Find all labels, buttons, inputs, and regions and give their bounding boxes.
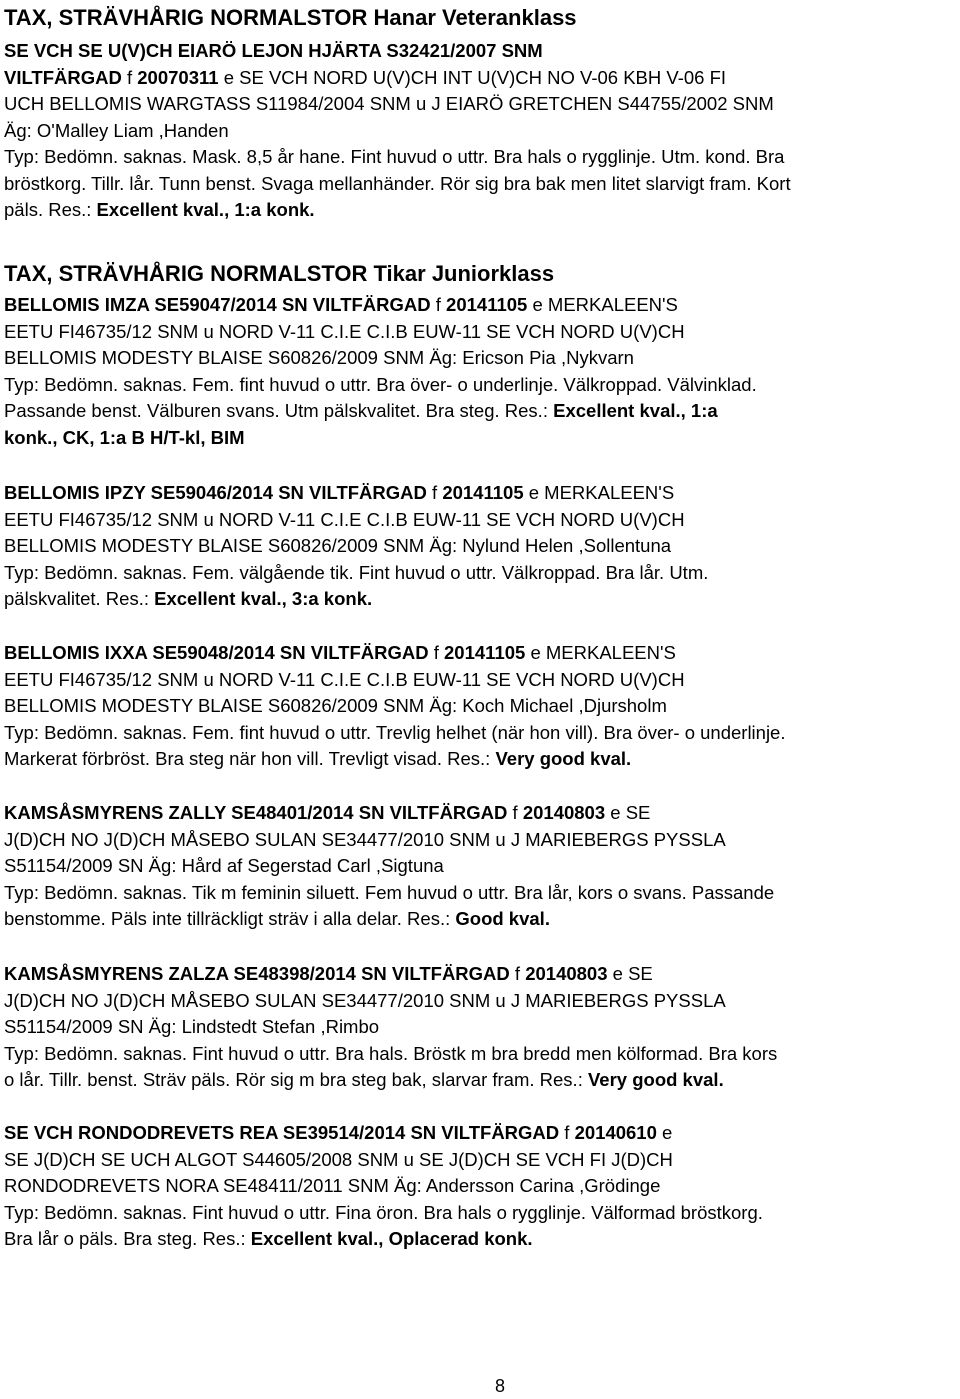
entry-line bbox=[4, 425, 757, 452]
bold-text: BELLOMIS IMZA SE59047/2014 SN VILTFÄRGAD bbox=[4, 294, 431, 315]
text-run: f bbox=[430, 294, 447, 315]
text-run: f bbox=[121, 66, 138, 88]
text-run: Typ: Bedömn. saknas. Fint huvud o uttr. Fina öron. Bra hals o rygglinje. Välformad bröstkorg. bbox=[4, 1201, 763, 1223]
text-run: benstomme. Päls inte tillräckligt sträv i alla delar. Res.: bbox=[4, 908, 456, 929]
text-run: S51154/2009 SN Äg: Hård af Segerstad Carl ,Sigtuna bbox=[4, 855, 444, 876]
entry-bellomis-ipzy bbox=[4, 480, 708, 613]
bold-text: VILTFÄRGAD bbox=[4, 66, 122, 88]
text-run: Äg: O'Malley Liam ,Handen bbox=[4, 119, 229, 141]
entry-line bbox=[4, 1120, 763, 1147]
text-run: f bbox=[426, 482, 443, 503]
bold-text: 20070311 bbox=[137, 66, 219, 88]
bold-text: BELLOMIS IPZY SE59046/2014 SN VILTFÄRGAD bbox=[4, 482, 427, 503]
bold-text: 20141105 bbox=[444, 642, 526, 663]
entry-line bbox=[4, 372, 757, 399]
text-run: e MERKALEEN'S bbox=[523, 482, 675, 503]
entry-line bbox=[4, 171, 791, 198]
entry-line bbox=[4, 118, 791, 145]
text-run: f bbox=[507, 802, 523, 823]
text-run: Typ: Bedömn. saknas. Fem. fint huvud o uttr. Bra över- o underlinje. Välkroppad. Välvinklad. bbox=[4, 373, 757, 395]
entry-line bbox=[4, 746, 786, 773]
entry-line bbox=[4, 91, 791, 118]
entry-line bbox=[4, 1041, 777, 1068]
entry-line bbox=[4, 640, 786, 667]
bold-text: konk., CK, 1:a B H/T-kl, BIM bbox=[4, 426, 245, 448]
entry-line bbox=[4, 1014, 777, 1041]
bold-text: Excellent kval., Oplacerad konk. bbox=[250, 1228, 533, 1249]
entry-line bbox=[4, 853, 774, 880]
text-run: o lår. Tillr. benst. Sträv päls. Rör sig m bra steg bak, slarvar fram. Res.: bbox=[4, 1069, 588, 1090]
entry-line bbox=[4, 693, 786, 720]
entry-line bbox=[4, 533, 708, 560]
entry-line bbox=[4, 144, 791, 171]
text-run: e SE bbox=[607, 963, 653, 984]
entry-bellomis-ixxa bbox=[4, 640, 786, 773]
text-run: Typ: Bedömn. saknas. Fint huvud o uttr. Bra hals. Bröstk m bra bredd men kölformad. Bra kors bbox=[4, 1042, 778, 1064]
entry-line bbox=[4, 38, 791, 65]
entry-line bbox=[4, 292, 757, 319]
text-run: Typ: Bedömn. saknas. Fem. fint huvud o uttr. Trevlig helhet (när hon vill). Bra över- o underlinje. bbox=[4, 721, 786, 743]
entry-line bbox=[4, 480, 708, 507]
bold-text: KAMSÅSMYRENS ZALLY SE48401/2014 SN VILTFÄRGAD bbox=[4, 802, 508, 823]
bold-text: 20141105 bbox=[446, 294, 528, 315]
text-run: EETU FI46735/12 SNM u NORD V-11 C.I.E C.I.B EUW-11 SE VCH NORD U(V)CH bbox=[4, 508, 685, 530]
entry-line bbox=[4, 988, 777, 1015]
bold-text: Very good kval. bbox=[587, 1069, 724, 1090]
entry-line bbox=[4, 827, 774, 854]
bold-text: Very good kval. bbox=[495, 748, 632, 769]
text-run: Bra lår o päls. Bra steg. Res.: bbox=[4, 1228, 251, 1249]
bold-text: Excellent kval., 3:a konk. bbox=[154, 588, 373, 609]
text-run: RONDODREVETS NORA SE48411/2011 SNM Äg: Andersson Carina ,Grödinge bbox=[4, 1175, 661, 1196]
entry-line bbox=[4, 961, 777, 988]
entry-line bbox=[4, 197, 791, 224]
entry-kamsasmyrens-zalza bbox=[4, 961, 777, 1094]
text-run: BELLOMIS MODESTY BLAISE S60826/2009 SNM Äg: Ericson Pia ,Nykvarn bbox=[4, 347, 634, 368]
entry-line bbox=[4, 720, 786, 747]
text-run: päls. Res.: bbox=[4, 199, 97, 220]
text-run: e MERKALEEN'S bbox=[527, 294, 678, 315]
text-run: BELLOMIS MODESTY BLAISE S60826/2009 SNM Äg: Nylund Helen ,Sollentuna bbox=[4, 535, 672, 556]
text-run: f bbox=[509, 963, 526, 984]
bold-text: Excellent kval., 1:a konk. bbox=[96, 199, 315, 220]
bold-text: Excellent kval., 1:a bbox=[553, 400, 718, 421]
entry-line bbox=[4, 880, 774, 907]
text-run: Typ: Bedömn. saknas. Tik m feminin siluett. Fem huvud o uttr. Bra lår, kors o svans. Passande bbox=[4, 881, 775, 903]
text-run: e SE VCH NORD U(V)CH INT U(V)CH NO V-06 KBH V-06 FI bbox=[218, 66, 727, 88]
entry-line bbox=[4, 65, 791, 92]
entry-line bbox=[4, 906, 774, 933]
text-run: e MERKALEEN'S bbox=[525, 642, 676, 663]
page-number: 8 bbox=[494, 1376, 505, 1396]
text-run: pälskvalitet. Res.: bbox=[4, 588, 155, 609]
text-run: Typ: Bedömn. saknas. Mask. 8,5 år hane. Fint huvud o uttr. Bra hals o rygglinje. Utm. kond. Bra bbox=[4, 146, 785, 167]
entry-line bbox=[4, 1173, 763, 1200]
entry-line bbox=[4, 319, 757, 346]
entry-bellomis-imza bbox=[4, 292, 757, 451]
text-run: BELLOMIS MODESTY BLAISE S60826/2009 SNM Äg: Koch Michael ,Djursholm bbox=[4, 695, 667, 716]
bold-text: BELLOMIS IXXA SE59048/2014 SN VILTFÄRGAD bbox=[4, 642, 429, 663]
entry-line bbox=[4, 345, 757, 372]
bold-text: 20141105 bbox=[442, 482, 524, 503]
entry-line bbox=[4, 586, 708, 613]
text-run: J(D)CH NO J(D)CH MÅSEBO SULAN SE34477/2010 SNM u J MARIEBERGS PYSSLA bbox=[4, 989, 726, 1011]
bold-text: SE VCH RONDODREVETS REA SE39514/2014 SN VILTFÄRGAD bbox=[4, 1122, 560, 1143]
text-run: EETU FI46735/12 SNM u NORD V-11 C.I.E C.I.B EUW-11 SE VCH NORD U(V)CH bbox=[4, 320, 685, 342]
bold-text: SE VCH SE U(V)CH EIARÖ LEJON HJÄRTA S32421/2007 SNM bbox=[4, 40, 543, 61]
text-run: EETU FI46735/12 SNM u NORD V-11 C.I.E C.I.B EUW-11 SE VCH NORD U(V)CH bbox=[4, 668, 685, 690]
text-run: bröstkorg. Tillr. lår. Tunn benst. Svaga mellanhänder. Rör sig bra bak men litet slarvigt fram. Kort bbox=[4, 172, 791, 194]
entry-line bbox=[4, 560, 708, 587]
entry-line bbox=[4, 800, 774, 827]
entry-line bbox=[4, 507, 708, 534]
section-heading-veteranklass: TAX, STRÄVHÅRIG NORMALSTOR Hanar Veteranklass bbox=[4, 5, 577, 30]
entry-line bbox=[4, 1147, 763, 1174]
entry-line bbox=[4, 1200, 763, 1227]
section-heading-juniorklass: TAX, STRÄVHÅRIG NORMALSTOR Tikar Juniorklass bbox=[4, 261, 555, 286]
text-run: f bbox=[428, 642, 445, 663]
text-run: UCH BELLOMIS WARGTASS S11984/2004 SNM u J EIARÖ GRETCHEN S44755/2002 SNM bbox=[4, 93, 774, 114]
text-run: Markerat förbröst. Bra steg när hon vill. Trevligt visad. Res.: bbox=[4, 748, 496, 769]
entry-line bbox=[4, 398, 757, 425]
entry-line bbox=[4, 1067, 777, 1094]
entry-rondodrevets-rea bbox=[4, 1120, 763, 1253]
text-run: e bbox=[656, 1122, 673, 1143]
bold-text: 20140610 bbox=[574, 1122, 657, 1143]
entry-line bbox=[4, 1226, 763, 1253]
entry-eiaro-lejon-hjarta bbox=[4, 38, 791, 224]
bold-text: 20140803 bbox=[525, 963, 608, 984]
text-run: S51154/2009 SN Äg: Lindstedt Stefan ,Rimbo bbox=[4, 1016, 380, 1037]
text-run: Passande benst. Välburen svans. Utm pälskvalitet. Bra steg. Res.: bbox=[4, 400, 554, 421]
text-run: Typ: Bedömn. saknas. Fem. välgående tik. Fint huvud o uttr. Välkroppad. Bra lår. Utm. bbox=[4, 561, 709, 583]
text-run: J(D)CH NO J(D)CH MÅSEBO SULAN SE34477/2010 SNM u J MARIEBERGS PYSSLA bbox=[4, 828, 726, 850]
text-run: f bbox=[559, 1122, 575, 1143]
entry-line bbox=[4, 667, 786, 694]
bold-text: KAMSÅSMYRENS ZALZA SE48398/2014 SN VILTFÄRGAD bbox=[4, 963, 510, 984]
bold-text: 20140803 bbox=[522, 802, 606, 823]
text-run: e SE bbox=[605, 802, 651, 823]
text-run: SE J(D)CH SE UCH ALGOT S44605/2008 SNM u SE J(D)CH SE VCH FI J(D)CH bbox=[4, 1148, 673, 1170]
bold-text: Good kval. bbox=[455, 908, 550, 929]
entry-kamsasmyrens-zally bbox=[4, 800, 774, 933]
